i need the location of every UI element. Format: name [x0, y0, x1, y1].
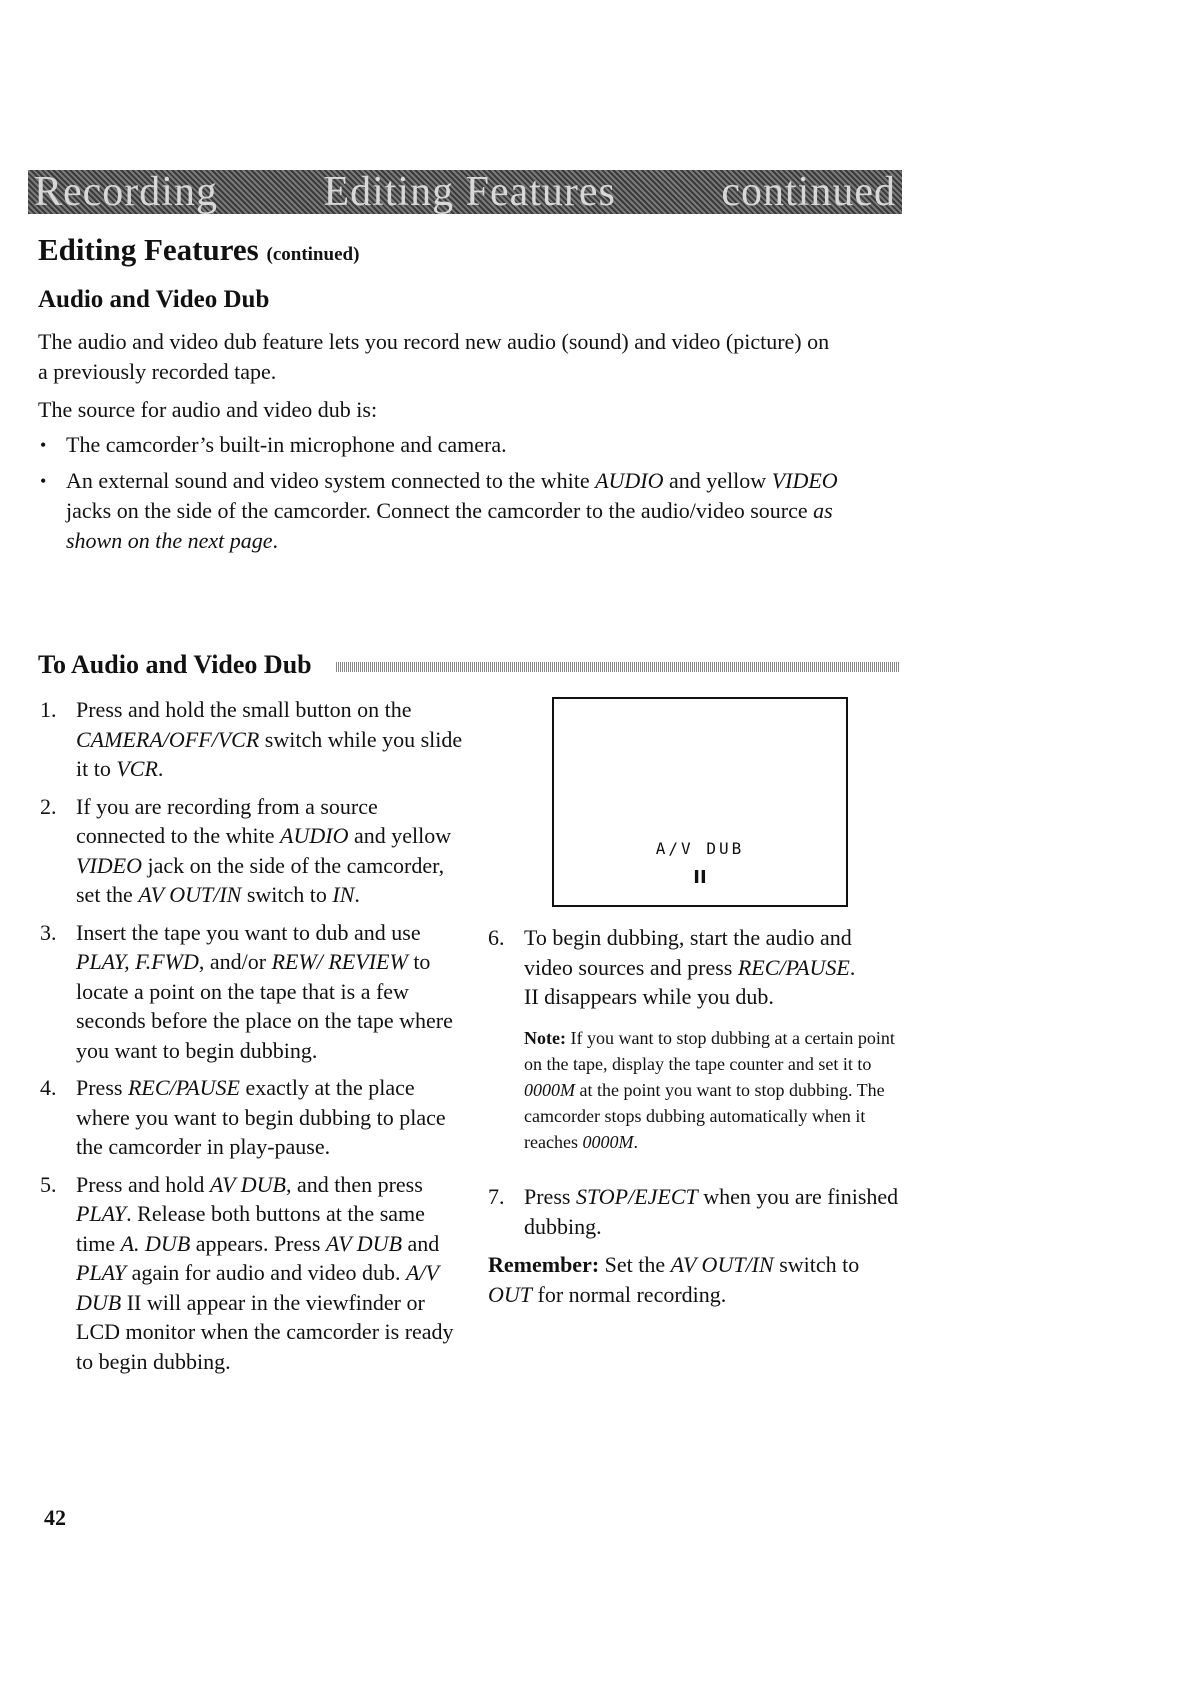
steps-right-column [486, 923, 906, 1020]
bullet-text: and yellow [663, 468, 772, 493]
source-list [38, 430, 868, 562]
banner-text-right: continued [721, 170, 896, 214]
note-italic: 0000M [582, 1132, 634, 1152]
step-item [38, 1073, 468, 1162]
step-italic: PLAY [76, 1260, 127, 1285]
viewfinder-display [552, 697, 848, 907]
note-label: Note: [524, 1028, 566, 1048]
section-title [38, 232, 359, 268]
step-text: Insert the tape you want to dub and use [76, 919, 421, 945]
remember-block [488, 1250, 908, 1309]
step-text: . [157, 756, 164, 781]
list-item [38, 430, 868, 460]
steps-left-column [38, 695, 468, 1384]
step-text: Press and hold [76, 1171, 210, 1197]
bullet-italic: AUDIO [595, 468, 664, 493]
step-text: Press [524, 1184, 576, 1209]
note-text: at the point you want to stop dubbing. The camcorder stops dubbing automatically when it reaches [524, 1080, 885, 1152]
page-number: 42 [44, 1505, 66, 1530]
procedure-heading: To Audio and Video Dub [38, 650, 312, 679]
step-item [38, 918, 468, 1066]
banner-text-left: Recording [34, 170, 218, 214]
bullet-text: An external sound and video system connected to the white [66, 468, 596, 493]
remember-italic: AV OUT/IN [670, 1252, 774, 1277]
remember-italic: OUT [488, 1281, 533, 1307]
step-text: . Release both buttons at the same time [76, 1201, 425, 1256]
step-text: when you are finished dubbing. [524, 1184, 899, 1239]
step-item [38, 695, 468, 784]
bullet-text: . [272, 528, 279, 553]
remember-label: Remember: [488, 1252, 600, 1277]
step-italic: AV DUB [325, 1230, 403, 1256]
step-text: Press [76, 1075, 128, 1100]
step-text: to locate a point on the tape that is a few seconds before the place on the tape where you want to begin dubbing. [76, 949, 453, 1063]
list-item [38, 466, 868, 556]
step-item [38, 792, 468, 910]
bullet-text: jacks on the side of the camcorder. Connect the camcorder to the audio/video source [66, 498, 814, 523]
step-italic: AV DUB [209, 1171, 286, 1197]
step-italic: PLAY, F.FWD [76, 949, 199, 974]
step-text: switch to [241, 882, 333, 907]
heading-rule [336, 662, 900, 672]
section-continued: (continued) [266, 244, 360, 265]
step-text: Press and hold the small button on the [76, 697, 412, 722]
chapter-banner [28, 170, 902, 214]
step-italic: VCR [116, 756, 158, 781]
step-italic: A/V DUB [76, 1260, 439, 1315]
step-text: II will appear in the viewfinder or LCD monitor when the camcorder is ready to begin dubbing. [76, 1289, 454, 1374]
note-block [524, 1025, 914, 1155]
step-italic: REC/PAUSE [737, 954, 850, 980]
step-text: , and then press [285, 1171, 423, 1197]
next-page-reference: as shown on the next page [66, 498, 833, 553]
step-text: again for audio and video dub. [126, 1260, 406, 1285]
step-italic: CAMERA/OFF/VCR [76, 726, 260, 752]
note-italic: 0000M [524, 1080, 575, 1100]
step-number: 7. [488, 1184, 505, 1209]
step-italic: REW/ REVIEW [271, 949, 408, 974]
step-italic: PLAY [76, 1201, 127, 1226]
pause-icon: II [693, 867, 707, 888]
step-number: 2. [40, 793, 57, 819]
note-text: . [633, 1132, 638, 1152]
step-text: switch while you slide it to [76, 726, 463, 781]
step-italic: A. DUB [120, 1230, 191, 1256]
step-italic: VIDEO [76, 852, 142, 878]
step-italic: IN [332, 882, 355, 907]
step-text: If you are recording from a source connected to the white [76, 793, 378, 848]
step-number: 5. [40, 1171, 57, 1197]
section-title-text: Editing Features [38, 232, 259, 267]
step-text: II disappears while you dub. [524, 984, 774, 1009]
step-italic: REC/PAUSE [127, 1075, 240, 1100]
step-number: 4. [40, 1075, 57, 1100]
remember-text: switch to [773, 1252, 860, 1277]
banner-text-middle: Editing Features [323, 170, 616, 214]
step-text: . [354, 882, 360, 907]
step-italic: AUDIO [280, 823, 349, 848]
step-text: and yellow [348, 823, 452, 848]
step-item [38, 1170, 468, 1377]
step-text: exactly at the place where you want to begin dubbing to place the camcorder in play-pause. [76, 1075, 446, 1159]
note-text: If you want to stop dubbing at a certain point on the tape, display the tape counter and set it to [524, 1028, 895, 1074]
bullet-italic: VIDEO [771, 468, 838, 493]
step-number: 1. [40, 697, 57, 722]
remember-text: for normal recording. [532, 1281, 727, 1307]
step-text: and [402, 1230, 440, 1256]
step-text: , and/or [198, 949, 272, 974]
step-text: . [849, 954, 856, 980]
viewfinder-label: A/V DUB [655, 839, 745, 858]
remember-text: Set the [599, 1252, 671, 1277]
step-number: 6. [488, 925, 505, 950]
step-item [486, 1182, 906, 1241]
step-italic: AV OUT/IN [138, 882, 242, 907]
step-number: 3. [40, 919, 57, 945]
step-item [486, 923, 906, 1012]
step-text: To begin dubbing, start the audio and video sources and press [524, 925, 852, 980]
source-line: The source for audio and video dub is: [38, 397, 378, 422]
step-italic: STOP/EJECT [575, 1184, 698, 1209]
step-text: jack on the side of the camcorder, set the [76, 852, 445, 907]
bullet-text: The camcorder’s built-in microphone and camera. [66, 432, 507, 457]
intro-paragraph: The audio and video dub feature lets you record new audio (sound) and video (picture) on a previously recorded tape. [38, 329, 830, 384]
step-text: appears. Press [190, 1230, 326, 1256]
subheading: Audio and Video Dub [38, 286, 270, 313]
steps-right-column-2 [486, 1182, 906, 1249]
